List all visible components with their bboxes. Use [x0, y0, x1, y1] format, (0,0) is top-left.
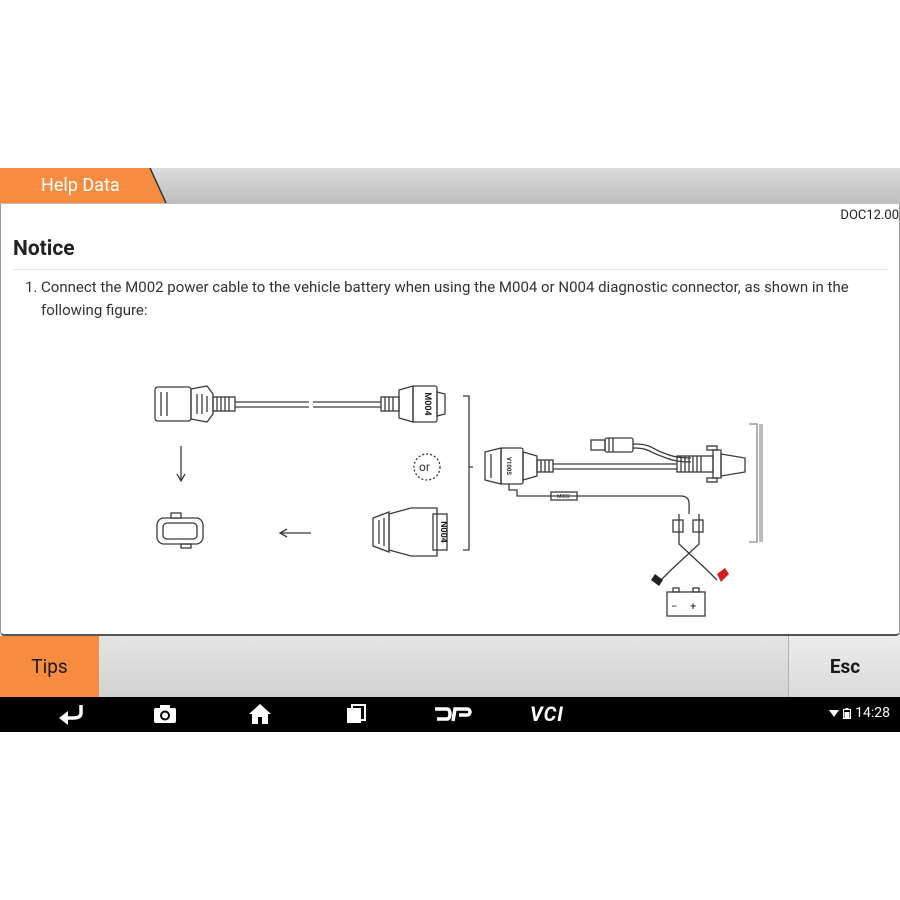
doc-code: DOC12.00 [840, 208, 899, 223]
help-data-screen [0, 168, 900, 732]
v100s-label: V100S [505, 457, 512, 475]
list-item-number: 1. [25, 278, 38, 296]
list-item-text: Connect the M002 power cable to the vehicle battery when using the M004 or N004 diagnostic connector, as shown in the following figure: [41, 278, 849, 319]
n004-connector-icon [373, 508, 447, 556]
m004-connector-icon [381, 386, 445, 422]
n004-label: N004 [438, 521, 448, 543]
battery-status-icon [843, 708, 851, 719]
m004-label: M004 [422, 392, 432, 416]
vci-logo-icon[interactable]: VCI [530, 702, 564, 726]
battery-plus-label: + [690, 600, 697, 613]
battery-clamp-cable-icon [661, 514, 717, 580]
tab-label: Help Data [41, 175, 120, 196]
esc-button[interactable]: Esc [788, 636, 900, 697]
m002-label: M002 [557, 494, 570, 500]
title-bar [0, 168, 900, 205]
connection-diagram [141, 384, 781, 620]
battery-minus-label: − [671, 600, 678, 613]
back-icon[interactable] [56, 702, 86, 726]
bottom-toolbar [0, 636, 900, 697]
camera-icon[interactable] [151, 702, 179, 726]
divider [13, 269, 888, 270]
obd-connector-icon [155, 386, 235, 422]
plug-icon [157, 513, 203, 548]
recent-apps-icon[interactable] [344, 702, 368, 726]
usb-plug-icon [591, 438, 633, 452]
help-data-tab[interactable] [0, 168, 166, 203]
clock: 14:28 [855, 705, 890, 721]
v100s-connector-icon [485, 448, 553, 484]
android-nav-bar [0, 697, 900, 732]
help-content-panel[interactable] [0, 204, 900, 636]
or-label: or [419, 460, 430, 474]
db-connector-icon [677, 446, 745, 482]
tips-button[interactable]: Tips [0, 636, 99, 697]
status-area [829, 705, 890, 721]
home-icon[interactable] [246, 702, 274, 726]
notice-title: Notice [13, 237, 75, 261]
wifi-icon [829, 709, 839, 718]
dp-logo-icon[interactable] [428, 702, 474, 726]
